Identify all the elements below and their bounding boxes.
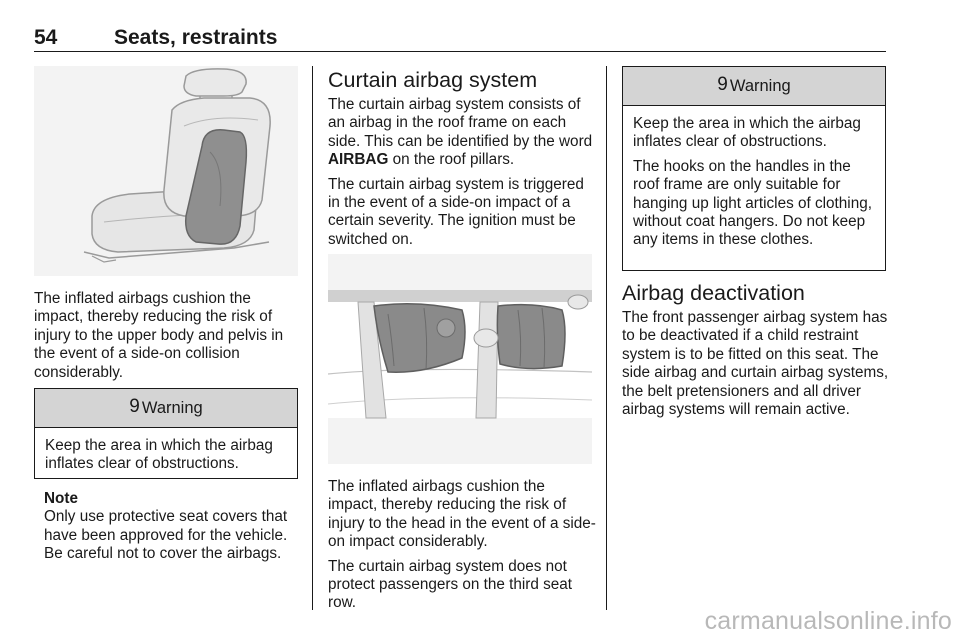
warning-triangle-icon: 9 [129, 396, 140, 417]
col2-paragraph-1: The curtain airbag system consists of an airbag in the roof frame on each side. This can be identified by the word AIRBAG on the roof pillars. [328, 96, 593, 169]
column-1-text [34, 290, 304, 388]
curtain-airbag-illustration [328, 254, 592, 464]
col2-paragraph-2: The curtain airbag system is triggered in the event of a side-on impact of a certain severity. The ignition must be switched on. [328, 175, 584, 248]
col3-paragraph: The front passenger airbag system has to be deactivated if a child restraint system is to be fitted on this seat. The side airbag and curtain airbag systems, the belt pretensioners and all driver airbag systems will remain active. [622, 309, 889, 419]
warning-title: Warning [729, 76, 791, 95]
note-title: Note [44, 490, 78, 507]
warning-box-2 [622, 66, 886, 271]
note-block [44, 490, 306, 564]
warning-text: Keep the area in which the airbag inflates clear of obstructions. [45, 437, 273, 473]
warning-text-1: Keep the area in which the airbag inflates clear of obstructions. [633, 115, 861, 151]
warning-header [623, 67, 885, 106]
column-2-bottom [328, 478, 598, 619]
col2-paragraph-3: The inflated airbags cushion the impact, thereby reducing the risk of injury to the head in the event of a side-on impact considerably. [328, 478, 596, 551]
side-airbag-illustration [34, 66, 298, 276]
warning-text-2: The hooks on the handles in the roof frame are only suitable for hanging up light articles of clothing, without coat hangers. Do not keep any items in these clothes. [633, 157, 872, 249]
warning-box-1 [34, 388, 298, 479]
curtain-airbag-heading: Curtain airbag system [328, 68, 538, 92]
airbag-deactivation-heading: Airbag deactivation [622, 281, 805, 305]
watermark: carmanualsonline.info [704, 607, 952, 635]
airbag-word: AIRBAG [328, 151, 389, 169]
column-3-text [622, 281, 890, 425]
page-number: 54 [34, 26, 58, 49]
col2-paragraph-4: The curtain airbag system does not protect passengers on the third seat row. [328, 557, 573, 612]
column-divider-2 [606, 66, 607, 610]
warning-triangle-icon: 9 [717, 74, 728, 95]
warning-header [35, 389, 297, 428]
section-title: Seats, restraints [114, 26, 278, 49]
page-header [34, 26, 886, 52]
note-text: Only use protective seat covers that have been approved for the vehicle. Be careful not to cover the airbags. [44, 508, 288, 563]
warning-title: Warning [141, 398, 203, 417]
warning-body [35, 428, 297, 482]
col1-paragraph: The inflated airbags cushion the impact, thereby reducing the risk of injury to the upper body and pelvis in the event of a side-on collision considerably. [34, 290, 284, 381]
warning-body [623, 106, 885, 258]
column-2-top [328, 68, 598, 255]
curtain-airbag-drawing [328, 254, 592, 464]
seat-airbag-drawing [34, 66, 298, 276]
column-divider-1 [312, 66, 313, 610]
